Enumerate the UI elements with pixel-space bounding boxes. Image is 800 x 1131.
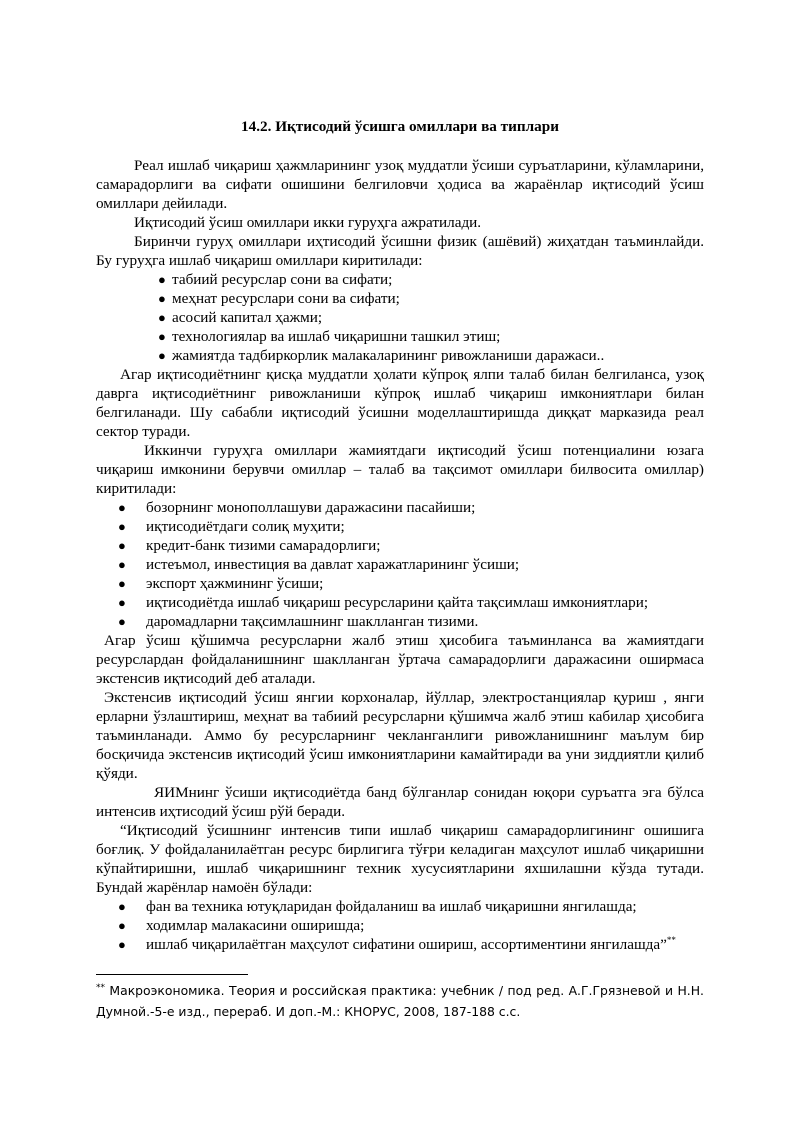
footnote-separator (96, 974, 248, 975)
second-group-list (96, 498, 704, 631)
list-item: ● табиий ресурслар сони ва сифати; (158, 271, 393, 288)
list-item: ● даромадларни тақсимлашнинг шаклланган тизими. (118, 613, 479, 630)
list-item: ● бозорнинг монополлашуви даражасини пасайиши; (118, 499, 476, 516)
paragraph-extensive-growth: Экстенсив иқтисодий ўсиш янгии корхоналар, йўллар, электростанциялар қуриш , янги ерларни ўзлаштириш, меҳнат ва табиий ресурсларни қўшимча жалб этиш кабилар ҳисобига таъминланади. Аммо бу ресурсларнинг чекланганлиги ривожланишнинг маълум бир босқичида экстенсив иқтисодий ўсиш имкониятларини камайтиради ва уни зиддиятли қилиб қўяди. (96, 689, 704, 782)
list-item: ● иқтисодиётда ишлаб чиқариш ресурсларини қайта тақсимлаш имкониятлари; (118, 594, 649, 611)
list-item: ● ходимлар малакасини оширишда; (118, 917, 365, 934)
bullet-icon: ● (118, 576, 126, 591)
list-item: ● фан ва техника ютуқларидан фойдаланиш ва ишлаб чиқаришни янгилашда; (118, 898, 637, 915)
bullet-icon: ● (158, 272, 166, 287)
first-group-list (96, 270, 704, 365)
bullet-icon: ● (158, 291, 166, 306)
paragraph-second-group: Иккинчи гуруҳга омиллари жамиятдаги иқтисодий ўсиш потенциалини юзага чиқариш имконини берувчи омиллар – талаб ва тақсимот омиллари билвосита омиллар) киритилади: (96, 442, 704, 497)
paragraph-first-group: Биринчи гуруҳ омиллари иҳтисодий ўсишни физик (ашёвий) жиҳатдан таъминлайди. Бу гуруҳга ишлаб чиқариш омиллари киритилади: (96, 233, 704, 269)
bullet-icon: ● (118, 937, 126, 952)
bullet-icon: ● (118, 595, 126, 610)
paragraph-intensive-growth: ЯИМнинг ўсиши иқтисодиётда банд бўлганлар сонидан юқори суръатга эга бўлса интенсив иҳтисодий ўсиш рўй беради. (96, 784, 704, 820)
list-item: ● асосий капитал ҳажми; (158, 309, 323, 326)
list-item: ● технологиялар ва ишлаб чиқаришни ташкил этиш; (158, 328, 501, 345)
document-body (96, 156, 704, 954)
bullet-icon: ● (118, 557, 126, 572)
paragraph-factor-groups: Иқтисодий ўсиш омиллари икки гуруҳга ажратилади. (134, 214, 482, 231)
paragraph-extensive-definition: Агар ўсиш қўшимча ресурсларни жалб этиш ҳисобига таъминланса ва жамиятдаги ресурслардан фойдаланишнинг шаклланган ўртача самарадорлиги даражасини оширмаса экстенсив иқтисодий деб аталади. (96, 632, 704, 687)
list-item: ● иқтисодиётдаги солиқ муҳити; (118, 518, 345, 535)
bullet-icon: ● (118, 538, 126, 553)
bullet-icon: ● (118, 918, 126, 933)
list-item: ● экспорт ҳажмининг ўсиши; (118, 575, 324, 592)
list-item: ● жамиятда тадбиркорлик малакаларининг ривожланиши даражаси.. (158, 347, 605, 364)
bullet-icon: ● (158, 329, 166, 344)
paragraph-short-long-term: Агар иқтисодиётнинг қисқа муддатли ҳолати кўпроқ ялпи талаб билан белгиланса, узоқ даврга иқтисодиётнинг ривожланиши кўпроқ ишлаб чиқариш имкониятлари билан белгиланади. Шу сабабли иқтисодий ўсишни моделлаштиришда диққат марказида реал сектор туради. (96, 366, 704, 440)
bullet-icon: ● (118, 899, 126, 914)
bullet-icon: ● (158, 348, 166, 363)
footnote-mark: ** (96, 982, 105, 993)
footnote-text: Макроэкономика. Теория и российская практика: учебник / под ред. А.Г.Грязневой и Н.Н. Думной.-5-е изд., перераб. И доп.-М.: КНОРУС, 2008, 187-188 с.с. (96, 983, 704, 1019)
paragraph-definition: Реал ишлаб чиқариш ҳажмларининг узоқ муддатли ўсиши суръатларини, кўламларини, самарадорлиги ва сифати ошишини белгиловчи ҳодиса ва жараёнлар иқтисодий ўсиш омиллари дейилади. (96, 157, 704, 212)
bullet-icon: ● (158, 310, 166, 325)
list-item: ● ишлаб чиқарилаётган маҳсулот сифатини ошириш, ассортиментини янгилашда”** (118, 934, 676, 953)
section-title: 14.2. Иқтисодий ўсишга омиллари ва типлари (241, 118, 559, 135)
intensive-list (96, 897, 704, 954)
bullet-icon: ● (118, 500, 126, 515)
footnote (96, 980, 704, 1022)
list-item: ● меҳнат ресурслари сони ва сифати; (158, 290, 400, 307)
bullet-icon: ● (118, 614, 126, 629)
list-item: ● кредит-банк тизими самарадорлиги; (118, 537, 381, 554)
bullet-icon: ● (118, 519, 126, 534)
list-item: ● истеъмол, инвестиция ва давлат харажатларининг ўсиши; (118, 556, 520, 573)
footnote-reference: ** (666, 934, 676, 945)
paragraph-intensive-quote: “Иқтисодий ўсишнинг интенсив типи ишлаб чиқариш самарадорлигининг ошишига боғлиқ. У фойдаланилаётган ресурс бирлигига тўғри келадиган маҳсулот ишлаб чиқаришни кўпайтиришни, ишлаб чиқаришнинг техник хусусиятларини яхшилашни кўзда тутади. Бундай жарёнлар намоён бўлади: (96, 822, 704, 896)
